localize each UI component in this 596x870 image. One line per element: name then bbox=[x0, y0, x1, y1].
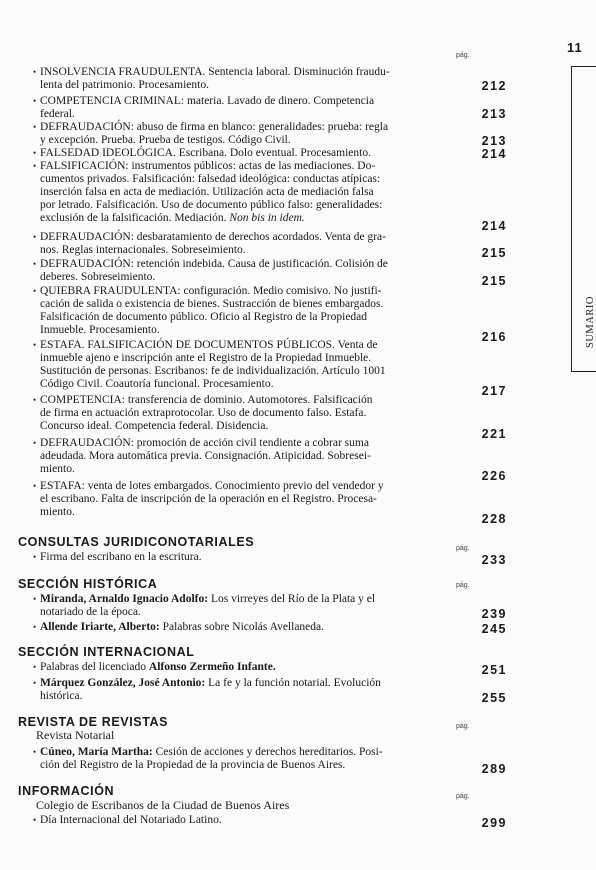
entry-line: Falsificación de documento público. Oficio al Registro de la Propiedad bbox=[40, 311, 368, 323]
entry-line: • ESTAFA. FALSIFICACIÓN DE DOCUMENTOS PÚBLICOS. Venta de bbox=[33, 339, 378, 351]
pag-label: pág. bbox=[456, 582, 470, 589]
entry-page: 289 bbox=[481, 762, 507, 776]
entry-line: de firma en actuación extraprotocolar. Uso de documento falso. Estafa. bbox=[40, 407, 367, 419]
entry-page: 213 bbox=[481, 134, 507, 148]
bullet-icon: • bbox=[33, 161, 37, 171]
section-item: • Firma del escribano en la escritura. bbox=[33, 551, 202, 563]
entry-line: • ESTAFA: venta de lotes embargados. Conocimiento previo del vendedor y bbox=[33, 480, 384, 492]
side-label-sumario: SUMARIO bbox=[585, 296, 596, 348]
section-subtitle: Revista Notarial bbox=[36, 728, 115, 742]
entry-page: 228 bbox=[481, 512, 507, 526]
bullet-icon: • bbox=[33, 148, 37, 158]
bullet-icon: • bbox=[33, 747, 37, 757]
entry-line: nos. Reglas internacionales. Sobreseimiento. bbox=[40, 244, 246, 256]
entry-page: 215 bbox=[481, 246, 507, 260]
bullet-icon: • bbox=[33, 395, 37, 405]
bullet-icon: • bbox=[33, 96, 37, 106]
entry-line: miento. bbox=[40, 463, 75, 475]
bullet-icon: • bbox=[33, 678, 37, 688]
pag-label: pág. bbox=[456, 545, 470, 552]
entry-line: el escribano. Falta de inscripción de la operación en el Registro. Procesa- bbox=[40, 493, 377, 505]
section-item: • Allende Iriarte, Alberto: Palabras sobre Nicolás Avellaneda. bbox=[33, 621, 325, 633]
bullet-icon: • bbox=[33, 340, 37, 350]
entry-line: • INSOLVENCIA FRAUDULENTA. Sentencia laboral. Disminución fraudu- bbox=[33, 66, 390, 78]
pag-label: pág. bbox=[456, 723, 470, 730]
entry-line: lenta del patrimonio. Procesamiento. bbox=[40, 79, 209, 91]
section-item: • Miranda, Arnaldo Ignacio Adolfo: Los virreyes del Río de la Plata y el bbox=[33, 593, 376, 605]
entry-page: 255 bbox=[481, 691, 507, 705]
entry-line: inserción falsa en acta de mediación. Utilización acta de mediación falsa bbox=[40, 186, 374, 198]
entry-line: • COMPETENCIA: transferencia de dominio. Automotores. Falsificación bbox=[33, 394, 373, 406]
entry-line: deberes. Sobreseimiento. bbox=[40, 271, 156, 283]
entry-page: 251 bbox=[481, 663, 507, 677]
entry-page: 226 bbox=[481, 469, 507, 483]
entry-line: Concurso ideal. Competencia federal. Disidencia. bbox=[40, 420, 269, 432]
entry-page: 214 bbox=[481, 147, 507, 161]
bullet-icon: • bbox=[33, 662, 37, 672]
entry-page: 299 bbox=[481, 816, 507, 830]
bullet-icon: • bbox=[33, 122, 37, 132]
entry-page: 233 bbox=[481, 553, 507, 567]
section-item: ción del Registro de la Propiedad de la provincia de Buenos Aires. bbox=[40, 759, 346, 771]
bullet-icon: • bbox=[33, 232, 37, 242]
entry-line: • DEFRAUDACIÓN: desbaratamiento de derechos acordados. Venta de gra- bbox=[33, 231, 386, 243]
entry-line: Código Civil. Coautoría funcional. Procesamiento. bbox=[40, 378, 274, 390]
section-item: • Cúneo, María Martha: Cesión de acciones y derechos hereditarios. Posi- bbox=[33, 746, 383, 758]
bullet-icon: • bbox=[33, 286, 37, 296]
section-item: • Palabras del licenciado Alfonso Zermeño Infante. bbox=[33, 661, 276, 673]
bullet-icon: • bbox=[33, 481, 37, 491]
entry-line: • COMPETENCIA CRIMINAL: materia. Lavado de dinero. Competencia bbox=[33, 95, 375, 107]
bullet-icon: • bbox=[33, 438, 37, 448]
bullet-icon: • bbox=[33, 552, 37, 562]
entry-line: Sustitución de personas. Escribanos: fe de individualización. Artículo 1001 bbox=[40, 365, 386, 377]
entry-line: por letrado. Falsificación. Uso de documento público falso: generalidades: bbox=[40, 199, 383, 211]
bullet-icon: • bbox=[33, 594, 37, 604]
entry-line: federal. bbox=[40, 108, 75, 120]
entry-line: adeudada. Mora automática previa. Consignación. Atipicidad. Sobresei- bbox=[40, 450, 371, 462]
entry-line: miento. bbox=[40, 506, 75, 518]
section-title: REVISTA DE REVISTAS bbox=[18, 715, 169, 729]
entry-line: • DEFRAUDACIÓN: abuso de firma en blanco: generalidades: prueba: regla bbox=[33, 121, 389, 133]
entry-line: y excepción. Prueba. Prueba de testigos. Código Civil. bbox=[40, 134, 291, 146]
pag-label: pág. bbox=[456, 52, 470, 59]
entry-line: • FALSIFICACIÓN: instrumentos públicos: actas de las mediaciones. Do- bbox=[33, 160, 376, 172]
bullet-icon: • bbox=[33, 815, 37, 825]
entry-line: • QUIEBRA FRAUDULENTA: configuración. Medio comisivo. No justifi- bbox=[33, 285, 382, 297]
entry-page: 212 bbox=[481, 79, 507, 93]
bullet-icon: • bbox=[33, 67, 37, 77]
entry-line: inmueble ajeno e inscripción ante el Registro de la Propiedad Inmueble. bbox=[40, 352, 372, 364]
entry-page: 216 bbox=[481, 330, 507, 344]
entry-line: cumentos privados. Falsificación: falsedad ideológica: conductas atípicas: bbox=[40, 173, 381, 185]
section-title: SECCIÓN HISTÓRICA bbox=[18, 577, 158, 591]
entry-line: • DEFRAUDACIÓN: promoción de acción civil tendiente a cobrar suma bbox=[33, 437, 369, 449]
entry-line: cación de salida o existencia de bienes. Sustracción de bienes embargados. bbox=[40, 298, 384, 310]
page-number: 11 bbox=[567, 40, 583, 55]
entry-page: 245 bbox=[481, 622, 507, 636]
entry-line: Inmueble. Procesamiento. bbox=[40, 324, 160, 336]
entry-line: • DEFRAUDACIÓN: retención indebida. Causa de justificación. Colisión de bbox=[33, 258, 388, 270]
bullet-icon: • bbox=[33, 259, 37, 269]
section-item: • Márquez González, José Antonio: La fe y la función notarial. Evolución bbox=[33, 677, 381, 689]
pag-label: pág. bbox=[456, 793, 470, 800]
entry-page: 221 bbox=[481, 427, 507, 441]
entry-page: 215 bbox=[481, 274, 507, 288]
entry-page: 217 bbox=[481, 384, 507, 398]
entry-line: • FALSEDAD IDEOLÓGICA. Escribana. Dolo eventual. Procesamiento. bbox=[33, 147, 371, 159]
entry-page: 214 bbox=[481, 219, 507, 233]
entry-page: 239 bbox=[481, 607, 507, 621]
section-subtitle: Colegio de Escribanos de la Ciudad de Buenos Aires bbox=[36, 798, 290, 812]
entry-line: exclusión de la falsificación. Mediación. Non bis in idem. bbox=[40, 212, 305, 224]
section-title: SECCIÓN INTERNACIONAL bbox=[18, 645, 195, 659]
section-item: histórica. bbox=[40, 690, 83, 702]
section-item: notariado de la época. bbox=[40, 606, 141, 618]
entry-page: 213 bbox=[481, 107, 507, 121]
section-title: CONSULTAS JURIDICONOTARIALES bbox=[18, 535, 255, 549]
bullet-icon: • bbox=[33, 622, 37, 632]
section-item: • Día Internacional del Notariado Latino. bbox=[33, 814, 222, 826]
section-title: INFORMACIÓN bbox=[18, 784, 115, 798]
